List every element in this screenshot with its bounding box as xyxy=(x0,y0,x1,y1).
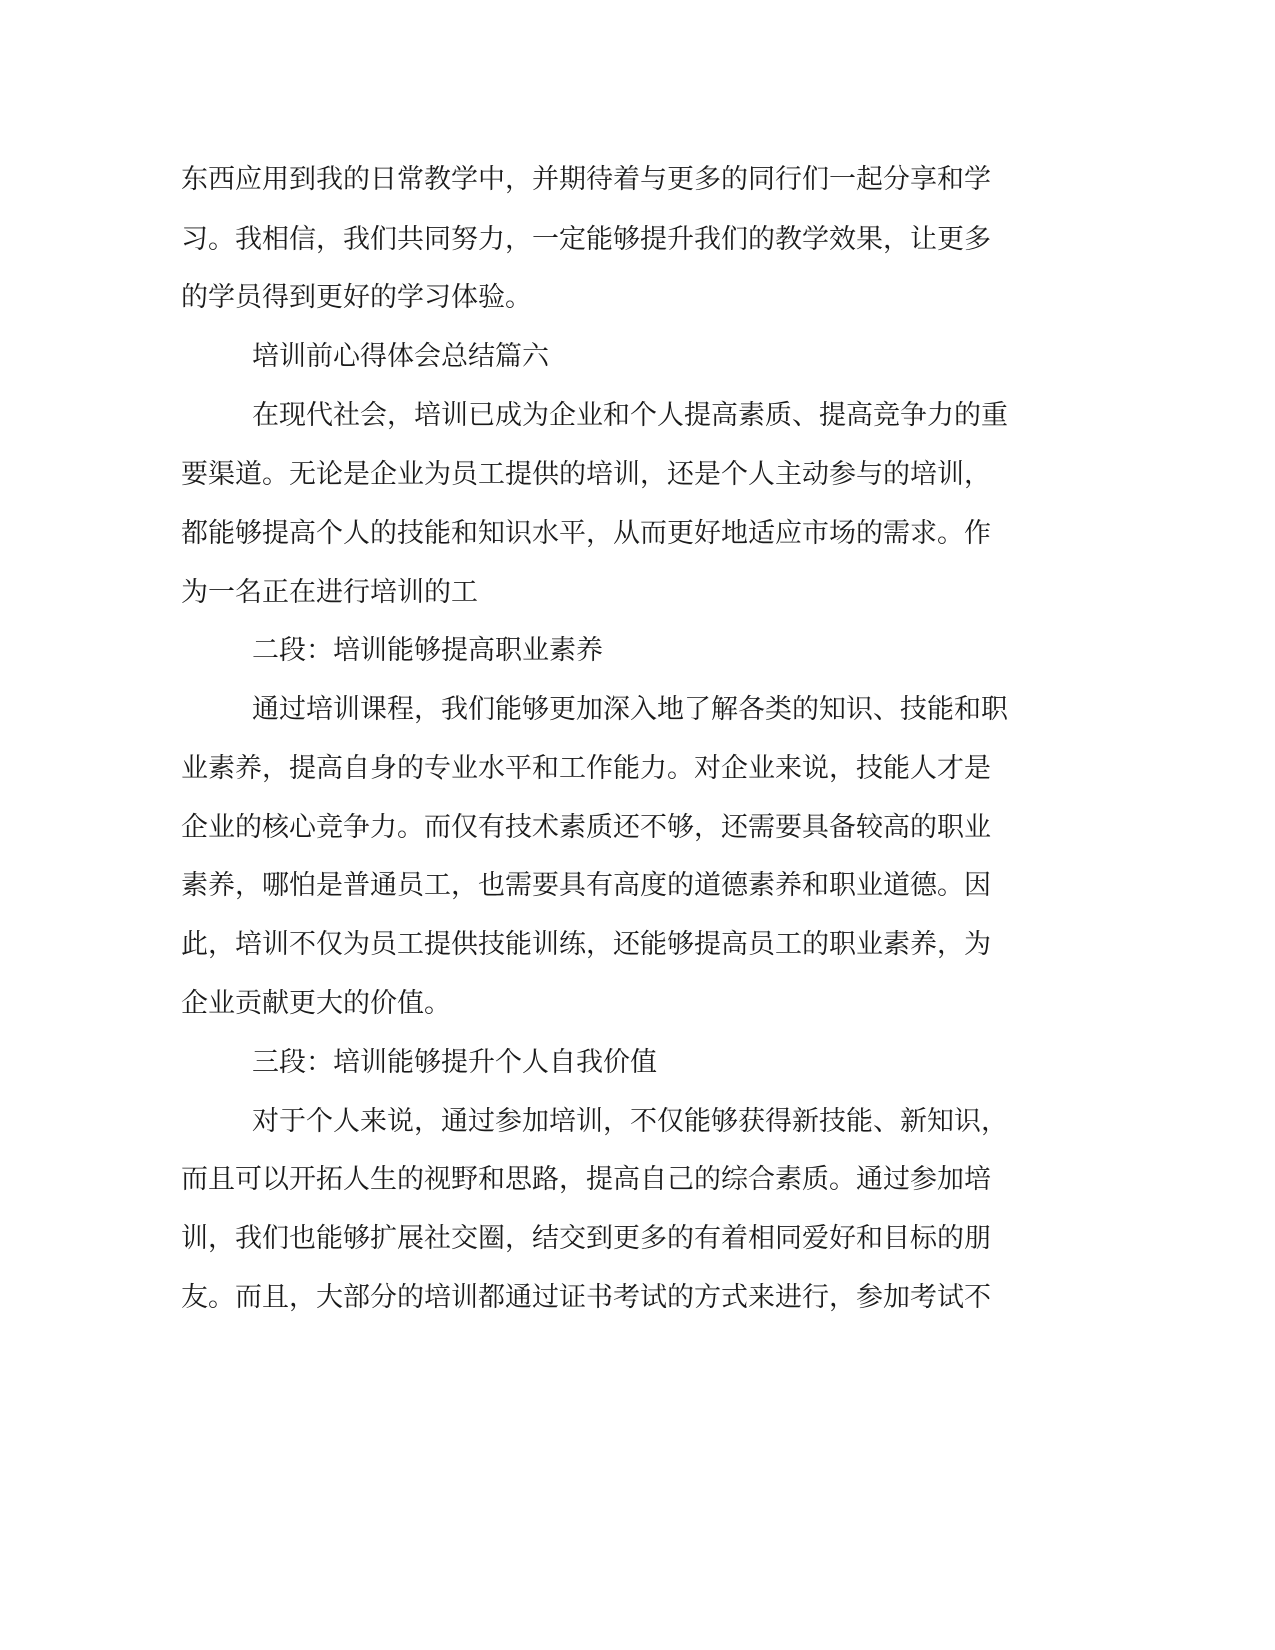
section-heading: 二段：培训能够提高职业素养 xyxy=(252,635,603,666)
body-text-line: 为一名正在进行培训的工 xyxy=(181,577,478,608)
body-text-line: 的学员得到更好的学习体验。 xyxy=(181,282,532,313)
paragraph-first-line: 对于个人来说，通过参加培训，不仅能够获得新技能、新知识， xyxy=(252,1106,1008,1137)
body-text-line: 此，培训不仅为员工提供技能训练，还能够提高员工的职业素养，为 xyxy=(181,929,991,960)
section-heading: 三段：培训能够提升个人自我价值 xyxy=(252,1047,657,1078)
body-text-line: 友。而且，大部分的培训都通过证书考试的方式来进行，参加考试不 xyxy=(181,1282,991,1313)
body-text-line: 东西应用到我的日常教学中，并期待着与更多的同行们一起分享和学 xyxy=(181,164,991,195)
body-text-line: 而且可以开拓人生的视野和思路，提高自己的综合素质。通过参加培 xyxy=(181,1164,991,1195)
body-text-line: 素养，哪怕是普通员工，也需要具有高度的道德素养和职业道德。因 xyxy=(181,870,991,901)
body-text-line: 要渠道。无论是企业为员工提供的培训，还是个人主动参与的培训， xyxy=(181,459,991,490)
body-text-line: 训，我们也能够扩展社交圈，结交到更多的有着相同爱好和目标的朋 xyxy=(181,1223,991,1254)
paragraph-first-line: 通过培训课程，我们能够更加深入地了解各类的知识、技能和职 xyxy=(252,694,1008,725)
body-text-line: 习。我相信，我们共同努力，一定能够提升我们的教学效果，让更多 xyxy=(181,224,991,255)
body-text-line: 企业贡献更大的价值。 xyxy=(181,988,451,1019)
body-text-line: 都能够提高个人的技能和知识水平，从而更好地适应市场的需求。作 xyxy=(181,518,991,549)
section-heading: 培训前心得体会总结篇六 xyxy=(252,341,549,372)
body-text-line: 业素养，提高自身的专业水平和工作能力。对企业来说，技能人才是 xyxy=(181,753,991,784)
paragraph-first-line: 在现代社会，培训已成为企业和个人提高素质、提高竞争力的重 xyxy=(252,400,1008,431)
body-text-line: 企业的核心竞争力。而仅有技术素质还不够，还需要具备较高的职业 xyxy=(181,812,991,843)
